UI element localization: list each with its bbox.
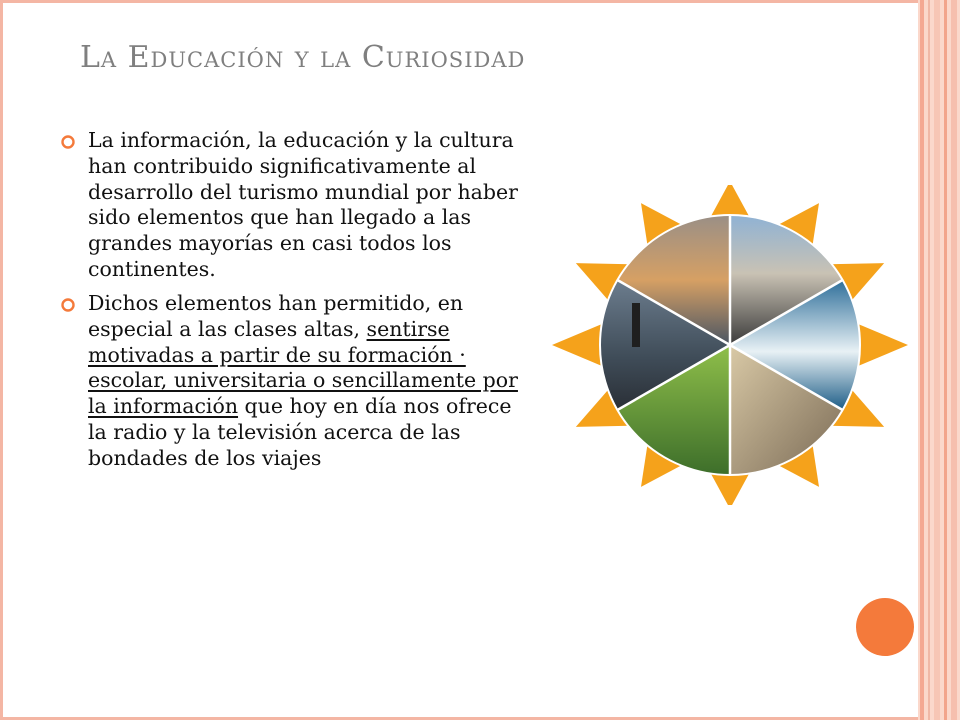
collage-disc xyxy=(600,215,860,475)
bullet-item xyxy=(60,291,530,472)
bullet-text-end: que hoy en día nos ofrece la radio y la televisión acerca de las bondades de los viajes xyxy=(88,394,512,470)
bullet-list xyxy=(60,128,530,480)
sun-photo-collage-icon xyxy=(550,185,910,505)
bullet-text-start: Dichos elementos han permitido, en especial a las clases altas, xyxy=(88,290,464,341)
orange-dot xyxy=(856,598,914,656)
bullet-ring-icon xyxy=(60,297,76,313)
side-stripes xyxy=(918,0,960,720)
bullet-text xyxy=(88,291,530,472)
slide-frame-left xyxy=(0,0,3,720)
lighthouse-shape xyxy=(632,303,640,347)
bullet-text: La información, la educación y la cultura han contribuido significativamente al desarrollo del turismo mundial por haber sido elementos que han llegado a las grandes mayorías en casi todos los continentes. xyxy=(88,128,518,282)
bullet-ring-icon xyxy=(60,134,76,150)
slide-frame-top xyxy=(0,0,918,3)
underlined-text: sentirse motivadas a partir de su formación · escolar, universitaria o sencillamente por la información xyxy=(88,316,518,419)
bullet-item xyxy=(60,128,530,283)
slide-title: La Educación y la Curiosidad xyxy=(80,40,526,75)
